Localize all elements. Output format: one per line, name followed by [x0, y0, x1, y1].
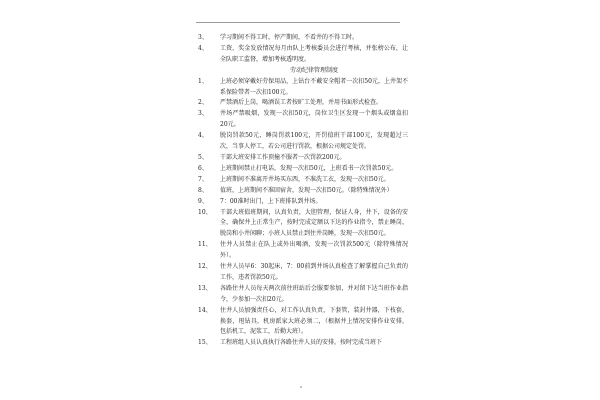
- rule-item: [198, 98, 408, 109]
- rule-number: 4、: [198, 132, 208, 140]
- rule-number: 5、: [198, 153, 208, 161]
- item-text: 学习期间不得工时，停产期间，不看井的不得工时。: [220, 34, 359, 41]
- rule-text: 各路住井人员每天两次前往班站后会服要参加，并对留下达当班作业指令，少参加一次扣20元。: [220, 284, 408, 303]
- rule-text: 严禁酒后上岗，喝酒误工者按旷工处理，并用书面形式检查。: [220, 99, 383, 107]
- rule-text: 干部大班安排工作顶撞不服者一次罚款200元。: [220, 153, 346, 161]
- rule-item: [198, 262, 408, 284]
- rule-text: 脱岗罚款50元，睡岗罚款100元，开罚值班干部100元，发现超过三次，当事人停工，若公司进行罚款，根据公司规定处罚。: [220, 132, 408, 151]
- rule-text: 上班期间不准离开井场买东西，不准洗工衣，发现一次扣50元。: [220, 175, 390, 183]
- rule-item: [198, 131, 408, 153]
- rule-item: [198, 306, 408, 339]
- rule-text: 工程班组人员认真执行各路住井人员的安排，按时完成当班下: [220, 339, 383, 347]
- rule-number: 10、: [198, 208, 212, 216]
- rule-number: 6、: [198, 164, 208, 172]
- rule-number: 1、: [198, 77, 208, 85]
- rule-item: [198, 186, 408, 197]
- rule-item: [198, 164, 408, 175]
- document-body: [198, 33, 408, 349]
- item-number: 3、: [198, 34, 208, 41]
- rule-text: 住井人员禁止在队上或外出喝酒，发现一次罚款500元（除特殊情况外）。: [220, 241, 408, 260]
- rule-item: [198, 197, 408, 208]
- rule-number: 11、: [198, 241, 212, 249]
- list-item: [198, 33, 408, 44]
- rule-text: 住井人员加强责任心，对工作认真负责，下套管，装封井器，下枝套，换套，甩钻具，机房派家大班必须二，（根据井上情况安排作业安排，包括机工，泥浆工，后勤大班）。: [220, 306, 408, 336]
- rule-item: [198, 240, 408, 262]
- rule-number: 14、: [198, 306, 212, 314]
- rule-number: 8、: [198, 186, 208, 194]
- rule-item: [198, 208, 408, 241]
- rule-item: [198, 77, 408, 99]
- rule-item: [198, 109, 408, 131]
- rule-item: [198, 338, 408, 349]
- rule-number: 7、: [198, 175, 208, 183]
- section-heading: 劳动纪律管理制度: [289, 66, 338, 74]
- rule-text: 住井人员早6：30起床，7：00前到井场认真检查了解掌握自己负责的工作，违者罚款50元。: [220, 263, 408, 281]
- rule-text: 上班必须穿戴好劳保用品，上钻台不戴安全帽者一次扣50元，上井架不系保险带者一次扣100元。: [220, 77, 408, 96]
- rule-text: 上班期间禁止打电话，发现一次扣50元，上班看书一次罚款50元。: [220, 164, 398, 172]
- rule-text: 7：00准时出门，上下班排队到井场。: [220, 197, 322, 205]
- rule-number: 2、: [198, 99, 208, 107]
- rule-item: [198, 175, 408, 186]
- item-number: 4、: [198, 44, 208, 52]
- rule-number: 9、: [198, 197, 208, 205]
- rule-text: 干部大班值班期间，认真负责，大胆管理，保证人身，井下，设备的安全，确保井上正常生产，按时完成定额以下达的作业指令，禁止睡岗，脱岗和小井闲聊；小班人员禁止到住井岗睡，发现一次扣50元。: [220, 208, 408, 238]
- list-item: [198, 44, 408, 66]
- rule-number: 3、: [198, 110, 208, 118]
- rule-number: 15、: [198, 339, 212, 347]
- rule-item: [198, 284, 408, 306]
- item-text: 工资，奖金发放情况每月由队上考核委员会进行考核，并张榜公布，让全队职工监督，增加考核透明度。: [220, 44, 408, 63]
- rule-number: 12、: [198, 263, 212, 271]
- rule-number: 13、: [198, 284, 212, 292]
- rule-text: 值班，上班期间不准回宿舍，发现一次扣50元。（除特殊情况外）: [220, 186, 393, 194]
- rule-text: 井场严禁吸烟，发现一次扣50元，岗位卫生区发现一个烟头或烟盒扣20元。: [220, 110, 408, 129]
- scan-speck: [300, 386, 302, 388]
- rule-item: [198, 153, 408, 164]
- header-rule: [196, 22, 400, 23]
